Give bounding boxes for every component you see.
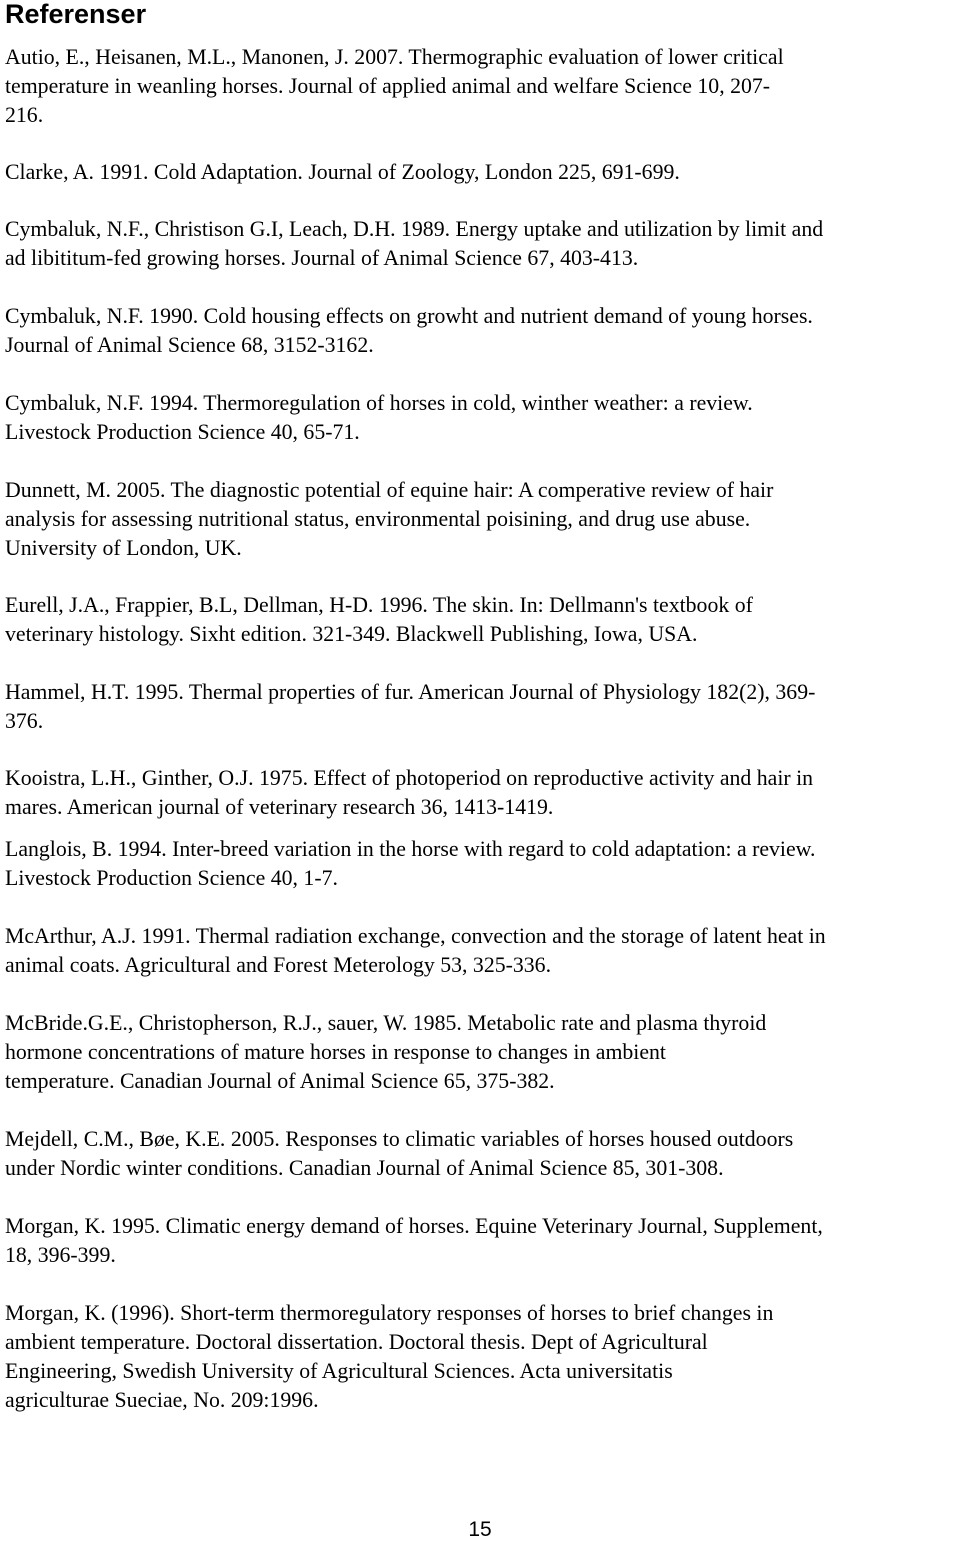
reference-line: Mejdell, C.M., Bøe, K.E. 2005. Responses to climatic variables of horses housed outdoors [5, 1127, 794, 1151]
page-heading: Referenser [5, 0, 147, 29]
reference-line: Hammel, H.T. 1995. Thermal properties of fur. American Journal of Physiology 182(2), 369- [5, 680, 816, 704]
reference-line: temperature. Canadian Journal of Animal Science 65, 375-382. [5, 1069, 555, 1093]
reference-line: McBride.G.E., Christopherson, R.J., sauer, W. 1985. Metabolic rate and plasma thyroid [5, 1011, 767, 1035]
reference-entry [5, 215, 960, 273]
reference-line: 376. [5, 709, 44, 733]
reference-line: Livestock Production Science 40, 65-71. [5, 420, 360, 444]
reference-entry [5, 922, 960, 980]
reference-line: Journal of Animal Science 68, 3152-3162. [5, 333, 374, 357]
reference-line: veterinary histology. Sixht edition. 321-349. Blackwell Publishing, Iowa, USA. [5, 622, 698, 646]
reference-line: Kooistra, L.H., Ginther, O.J. 1975. Effect of photoperiod on reproductive activity and hair in [5, 766, 814, 790]
reference-line: Cymbaluk, N.F., Christison G.I, Leach, D.H. 1989. Energy uptake and utilization by limit and [5, 217, 824, 241]
reference-entry [5, 43, 960, 130]
reference-line: Langlois, B. 1994. Inter-breed variation in the horse with regard to cold adaptation: a review. [5, 837, 816, 861]
reference-line: hormone concentrations of mature horses in response to changes in ambient [5, 1040, 666, 1064]
reference-line: Livestock Production Science 40, 1-7. [5, 866, 338, 890]
reference-line: ad libititum-fed growing horses. Journal of Animal Science 67, 403-413. [5, 246, 639, 270]
reference-line: under Nordic winter conditions. Canadian Journal of Animal Science 85, 301-308. [5, 1156, 724, 1180]
page-number: 15 [468, 1518, 492, 1541]
reference-line: Autio, E., Heisanen, M.L., Manonen, J. 2007. Thermographic evaluation of lower critical [5, 45, 784, 69]
reference-entry [5, 1009, 960, 1096]
reference-line: animal coats. Agricultural and Forest Meterology 53, 325-336. [5, 953, 552, 977]
reference-line: Dunnett, M. 2005. The diagnostic potential of equine hair: A comperative review of hair [5, 478, 774, 502]
reference-list [5, 43, 960, 1415]
reference-line: Morgan, K. (1996). Short-term thermoregulatory responses of horses to brief changes in [5, 1301, 774, 1325]
reference-entry [5, 1212, 960, 1270]
reference-line: ambient temperature. Doctoral dissertation. Doctoral thesis. Dept of Agricultural [5, 1330, 708, 1354]
reference-entry [5, 389, 960, 447]
reference-entry [5, 591, 960, 649]
reference-line: 216. [5, 103, 44, 127]
reference-line: University of London, UK. [5, 536, 242, 560]
reference-line: Eurell, J.A., Frappier, B.L, Dellman, H-D. 1996. The skin. In: Dellmann's textbook of [5, 593, 753, 617]
reference-line: mares. American journal of veterinary research 36, 1413-1419. [5, 795, 554, 819]
reference-line: Morgan, K. 1995. Climatic energy demand of horses. Equine Veterinary Journal, Supplement, [5, 1214, 823, 1238]
reference-entry [5, 1299, 960, 1415]
reference-entry [5, 835, 960, 893]
reference-line: agriculturae Sueciae, No. 209:1996. [5, 1388, 319, 1412]
reference-entry [5, 476, 960, 563]
reference-line: Clarke, A. 1991. Cold Adaptation. Journal of Zoology, London 225, 691-699. [5, 160, 680, 184]
reference-line: Cymbaluk, N.F. 1990. Cold housing effects on growht and nutrient demand of young horses. [5, 304, 813, 328]
reference-line: Engineering, Swedish University of Agricultural Sciences. Acta universitatis [5, 1359, 673, 1383]
reference-line: McArthur, A.J. 1991. Thermal radiation exchange, convection and the storage of latent heat in [5, 924, 826, 948]
reference-entry [5, 764, 960, 822]
reference-line: 18, 396-399. [5, 1243, 116, 1267]
reference-line: Cymbaluk, N.F. 1994. Thermoregulation of horses in cold, winther weather: a review. [5, 391, 753, 415]
reference-entry [5, 302, 960, 360]
reference-entry [5, 678, 960, 736]
reference-entry [5, 158, 960, 187]
reference-line: analysis for assessing nutritional status, environmental poisining, and drug use abuse. [5, 507, 751, 531]
reference-entry [5, 1125, 960, 1183]
reference-line: temperature in weanling horses. Journal of applied animal and welfare Science 10, 207- [5, 74, 771, 98]
